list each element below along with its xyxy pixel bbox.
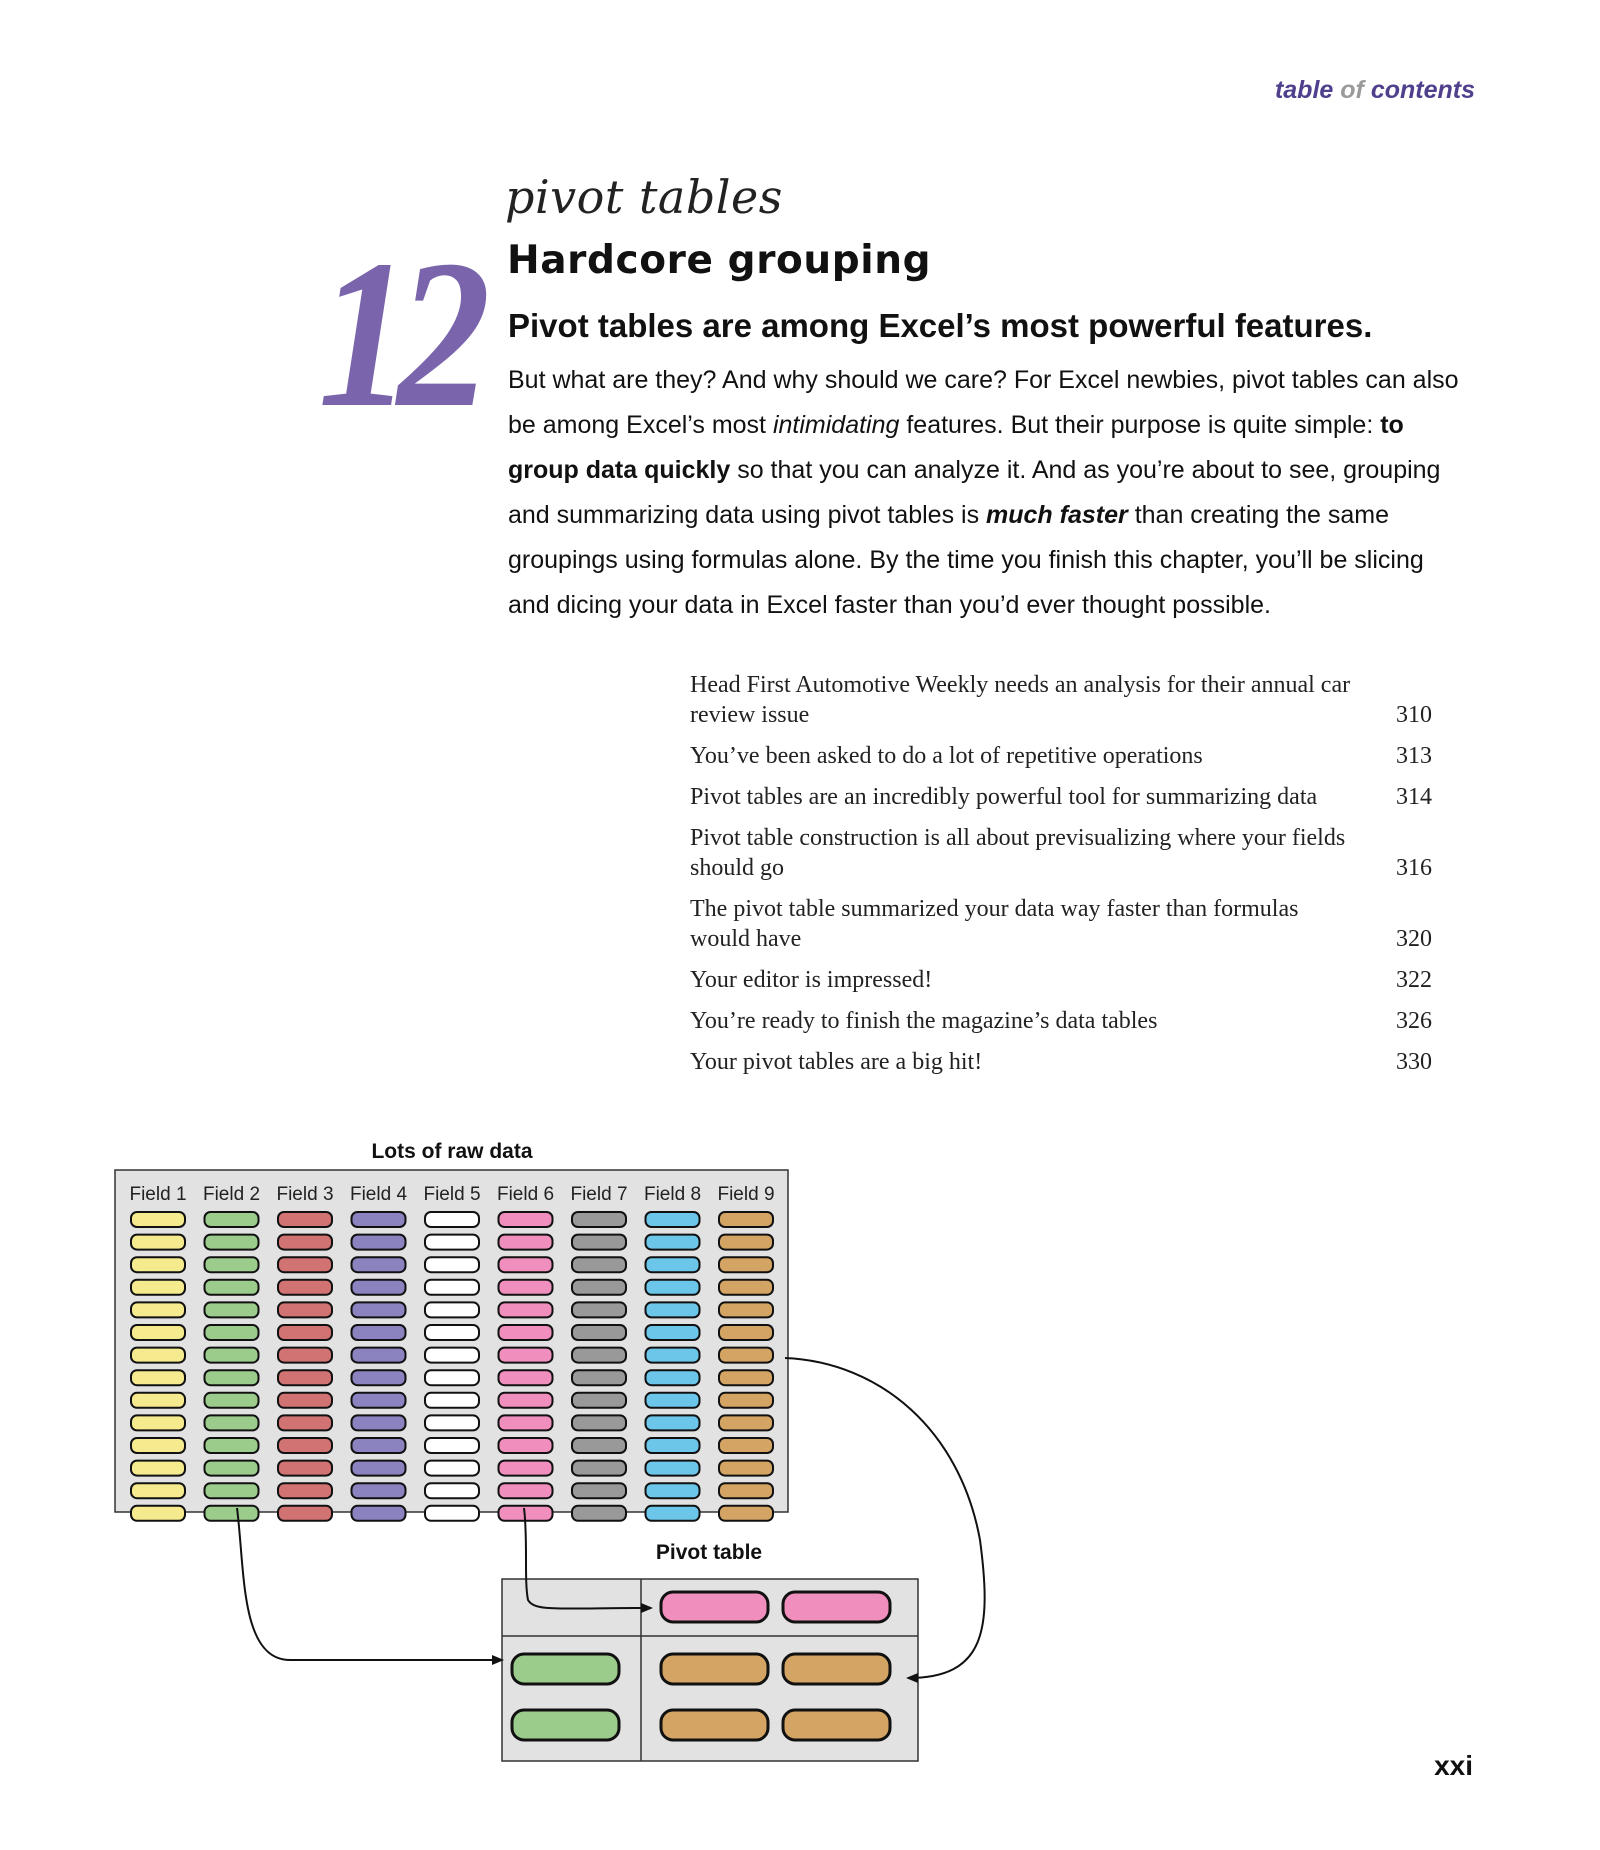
toc-entry-page: 316 (1396, 855, 1432, 881)
field-label: Field 8 (643, 1184, 702, 1205)
field-value-pill (719, 1506, 773, 1521)
field-value-pill (425, 1257, 479, 1272)
field-value-pill (646, 1461, 700, 1476)
field-value-pill (572, 1415, 626, 1430)
field-value-pill (499, 1235, 553, 1250)
toc-entry-title: Pivot table construction is all about previsualizing where your fields should go (690, 825, 1346, 881)
field-value-pill (646, 1506, 700, 1521)
field-value-pill (572, 1483, 626, 1498)
field-value-pill (131, 1415, 185, 1430)
field-value-pill (352, 1415, 406, 1430)
field-value-pill (131, 1348, 185, 1363)
field-label: Field 9 (717, 1184, 775, 1205)
field-value-pill (646, 1438, 700, 1453)
field-value-pill (646, 1483, 700, 1498)
chapter-number: 12 (318, 216, 477, 451)
field-value-pill (131, 1506, 185, 1521)
toc-list (690, 670, 1432, 1088)
field-value-pill (646, 1257, 700, 1272)
toc-entry[interactable] (690, 965, 1432, 995)
field-value-pill (278, 1438, 332, 1453)
field-value-pill (131, 1438, 185, 1453)
field-label: Field 7 (570, 1184, 628, 1205)
field-value-pill (646, 1302, 700, 1317)
field-value-pill (572, 1257, 626, 1272)
field-value-pill (131, 1302, 185, 1317)
intro-text-1: But what are they? And why should we care? For Excel newbies, pivot tables can also be among Excel’s most (508, 366, 1459, 439)
field-value-pill (719, 1280, 773, 1295)
field-value-pill (572, 1212, 626, 1227)
toc-entry-title: You’re ready to finish the magazine’s data tables (690, 1008, 1158, 1034)
field-value-pill (278, 1257, 332, 1272)
field-value-pill (425, 1348, 479, 1363)
toc-entry[interactable] (690, 1047, 1432, 1077)
pivot-value-pill (661, 1710, 768, 1740)
field-value-pill (131, 1257, 185, 1272)
field-value-pill (499, 1370, 553, 1385)
field-value-pill (719, 1483, 773, 1498)
chapter-lead: Pivot tables are among Excel’s most powerful features. (508, 307, 1373, 344)
field-value-pill (425, 1370, 479, 1385)
field-value-pill (646, 1212, 700, 1227)
toc-entry[interactable] (690, 894, 1432, 954)
field-value-pill (719, 1415, 773, 1430)
toc-entry-title: Your pivot tables are a big hit! (690, 1049, 983, 1075)
pivot-row-pill (512, 1654, 619, 1684)
intro-bold-group-data: to group data quickly (508, 411, 1404, 484)
field-value-pill (646, 1235, 700, 1250)
field-value-pill (278, 1325, 332, 1340)
pivot-column-pill (783, 1592, 890, 1622)
field-value-pill (205, 1483, 259, 1498)
field-value-pill (425, 1415, 479, 1430)
field-value-pill (352, 1235, 406, 1250)
field-value-pill (719, 1325, 773, 1340)
field-value-pill (499, 1280, 553, 1295)
field-value-pill (719, 1438, 773, 1453)
toc-entry[interactable] (690, 782, 1432, 812)
field-value-pill (131, 1280, 185, 1295)
field-value-pill (499, 1302, 553, 1317)
field-value-pill (719, 1212, 773, 1227)
intro-emphasis-intimidating: intimidating (772, 411, 900, 439)
chapter-label: pivot tables (505, 170, 783, 224)
field-value-pill (425, 1438, 479, 1453)
field-value-pill (499, 1483, 553, 1498)
pivot-value-pill (783, 1654, 890, 1684)
field-value-pill (131, 1370, 185, 1385)
toc-entry-page: 314 (1396, 784, 1432, 810)
toc-entry[interactable] (690, 741, 1432, 771)
field-value-pill (278, 1302, 332, 1317)
field-value-pill (205, 1438, 259, 1453)
field-value-pill (352, 1461, 406, 1476)
field-value-pill (425, 1461, 479, 1476)
toc-entry-title: The pivot table summarized your data way faster than formulas would have (690, 896, 1299, 952)
toc-entry[interactable] (690, 1006, 1432, 1036)
header-word-contents: contents (1370, 76, 1475, 104)
field-value-pill (205, 1415, 259, 1430)
intro-text-2: features. But their purpose is quite simple: (899, 411, 1381, 439)
pivot-diagram (0, 1100, 1000, 1800)
header-word-table: table (1274, 76, 1334, 104)
header-word-of: of (1340, 76, 1364, 104)
field-value-pill (278, 1506, 332, 1521)
field-value-pill (278, 1461, 332, 1476)
field-value-pill (499, 1325, 553, 1340)
field-value-pill (572, 1438, 626, 1453)
field-value-pill (205, 1235, 259, 1250)
field-value-pill (572, 1348, 626, 1363)
field-value-pill (719, 1393, 773, 1408)
toc-entry-page: 313 (1396, 743, 1432, 769)
field-value-pill (499, 1461, 553, 1476)
field-value-pill (352, 1506, 406, 1521)
pivot-value-pill (661, 1654, 768, 1684)
field-value-pill (572, 1370, 626, 1385)
field-value-pill (719, 1348, 773, 1363)
field-label: Field 1 (129, 1184, 187, 1205)
field-value-pill (352, 1325, 406, 1340)
field-value-pill (646, 1325, 700, 1340)
field-label: Field 3 (276, 1184, 334, 1205)
toc-entry-page: 322 (1396, 967, 1432, 993)
field-value-pill (278, 1280, 332, 1295)
field-value-pill (205, 1506, 259, 1521)
field-value-pill (572, 1302, 626, 1317)
field-value-pill (352, 1302, 406, 1317)
field-value-pill (278, 1348, 332, 1363)
field-label: Field 6 (496, 1184, 555, 1205)
field-value-pill (425, 1280, 479, 1295)
field-value-pill (499, 1257, 553, 1272)
toc-entry[interactable] (690, 670, 1432, 730)
field-value-pill (205, 1370, 259, 1385)
field-value-pill (205, 1325, 259, 1340)
field-value-pill (425, 1325, 479, 1340)
toc-entry-title: Your editor is impressed! (690, 967, 933, 993)
field-value-pill (131, 1393, 185, 1408)
field-value-pill (646, 1370, 700, 1385)
field-value-pill (646, 1415, 700, 1430)
field-value-pill (425, 1483, 479, 1498)
intro-emphasis-much-faster: much faster (986, 501, 1128, 529)
field-value-pill (425, 1302, 479, 1317)
toc-entry-title: You’ve been asked to do a lot of repetitive operations (690, 743, 1203, 769)
field-value-pill (646, 1393, 700, 1408)
chapter-intro (508, 358, 1468, 628)
field-value-pill (719, 1370, 773, 1385)
field-value-pill (352, 1438, 406, 1453)
field-value-pill (205, 1461, 259, 1476)
toc-entry[interactable] (690, 823, 1432, 883)
field-value-pill (572, 1235, 626, 1250)
field-value-pill (352, 1348, 406, 1363)
field-value-pill (205, 1257, 259, 1272)
field-value-pill (352, 1280, 406, 1295)
pivot-table-title: Pivot table (655, 1541, 763, 1564)
field-headers (129, 1184, 774, 1205)
field-value-pill (352, 1370, 406, 1385)
field-value-pill (499, 1438, 553, 1453)
field-value-pill (425, 1235, 479, 1250)
field-value-pill (572, 1325, 626, 1340)
toc-entry-title: Pivot tables are an incredibly powerful tool for summarizing data (690, 784, 1318, 810)
field-value-pill (499, 1393, 553, 1408)
field-value-pill (131, 1483, 185, 1498)
field-value-pill (719, 1235, 773, 1250)
field-value-pill (205, 1212, 259, 1227)
raw-data-title: Lots of raw data (371, 1140, 533, 1163)
field-value-pill (572, 1461, 626, 1476)
toc-entry-page: 320 (1396, 926, 1432, 952)
toc-entry-page: 330 (1396, 1049, 1432, 1075)
pivot-value-pill (783, 1710, 890, 1740)
field-value-pill (131, 1235, 185, 1250)
field-label: Field 5 (423, 1184, 481, 1205)
field-value-pill (205, 1348, 259, 1363)
field-value-pill (425, 1506, 479, 1521)
field-value-pill (719, 1302, 773, 1317)
field-value-pill (425, 1393, 479, 1408)
field-value-pill (572, 1280, 626, 1295)
field-value-pill (131, 1212, 185, 1227)
intro-text-3: so that you can analyze it. And as you’re about to see, grouping and summarizing data using pivot tables is (508, 456, 1441, 529)
pivot-table (502, 1579, 918, 1761)
page-number: xxi (1434, 1750, 1473, 1781)
toc-entry-title: Head First Automotive Weekly needs an analysis for their annual car review issue (690, 672, 1351, 728)
field-value-pill (719, 1461, 773, 1476)
toc-entry-page: 326 (1396, 1008, 1432, 1034)
intro-text-4: than creating the same groupings using formulas alone. By the time you finish this chapter, you’ll be slicing and dicing your data in Excel faster than you’d ever thought possible. (508, 501, 1424, 619)
field-value-pill (499, 1348, 553, 1363)
field-value-pill (499, 1212, 553, 1227)
field-value-pill (572, 1506, 626, 1521)
field-value-pill (205, 1393, 259, 1408)
field-value-pill (646, 1348, 700, 1363)
pivot-row-pill (512, 1710, 619, 1740)
field-value-pill (425, 1212, 479, 1227)
field-value-pill (719, 1257, 773, 1272)
field-value-pill (131, 1461, 185, 1476)
chapter-title: Hardcore grouping (507, 238, 932, 283)
field-value-pill (205, 1302, 259, 1317)
field-value-pill (352, 1393, 406, 1408)
field-value-pill (352, 1257, 406, 1272)
field-value-pill (499, 1415, 553, 1430)
field-value-pill (278, 1212, 332, 1227)
pivot-column-pill (661, 1592, 768, 1622)
field-value-pill (646, 1280, 700, 1295)
field-value-pill (278, 1415, 332, 1430)
field-value-pill (572, 1393, 626, 1408)
field-label: Field 2 (202, 1184, 261, 1205)
field-value-pill (278, 1370, 332, 1385)
running-header (1275, 76, 1475, 105)
arrow-field2-to-rows (237, 1508, 502, 1660)
field-value-pill (352, 1483, 406, 1498)
toc-entry-page: 310 (1396, 702, 1432, 728)
field-value-pill (278, 1483, 332, 1498)
field-value-pill (352, 1212, 406, 1227)
field-value-pill (278, 1393, 332, 1408)
field-value-pill (205, 1280, 259, 1295)
field-label: Field 4 (349, 1184, 408, 1205)
field-value-pill (131, 1325, 185, 1340)
field-value-pill (278, 1235, 332, 1250)
